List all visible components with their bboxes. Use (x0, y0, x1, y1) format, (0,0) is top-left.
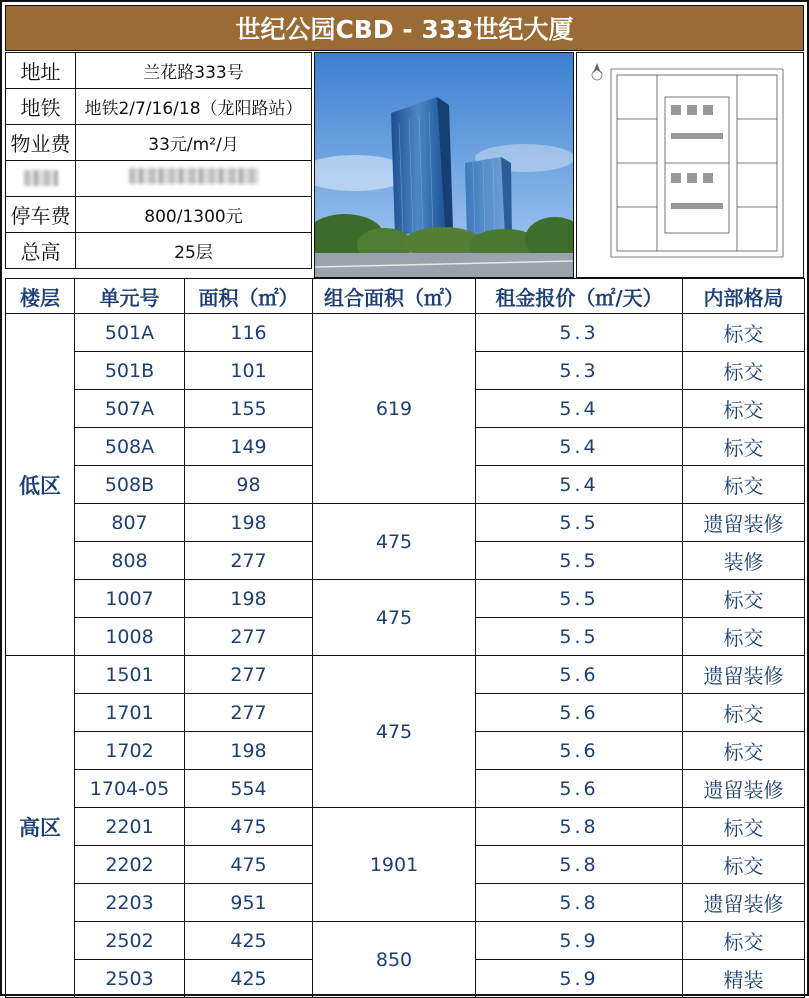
unit-area: 475 (185, 846, 313, 884)
interior-layout: 标交 (683, 314, 805, 352)
interior-layout: 标交 (683, 732, 805, 770)
rent-price: 5.8 (476, 846, 683, 884)
interior-layout: 遗留装修 (683, 884, 805, 922)
combined-area: 619 (313, 314, 476, 504)
unit-number: 807 (75, 504, 185, 542)
combined-area: 1901 (313, 808, 476, 922)
rent-price: 5.8 (476, 808, 683, 846)
interior-layout: 标交 (683, 694, 805, 732)
combined-area: 475 (313, 580, 476, 656)
info-value: 33元/m²/月 (76, 125, 312, 161)
interior-layout: 标交 (683, 618, 805, 656)
building-info-table (5, 52, 312, 269)
unit-area: 198 (185, 580, 313, 618)
combined-area: 475 (313, 656, 476, 808)
unit-number: 1701 (75, 694, 185, 732)
unit-area: 951 (185, 884, 313, 922)
info-key: 地址 (6, 53, 76, 89)
interior-layout: 标交 (683, 428, 805, 466)
interior-layout: 遗留装修 (683, 504, 805, 542)
interior-layout: 遗留装修 (683, 770, 805, 808)
table-row (6, 314, 805, 352)
info-row (6, 53, 312, 89)
rent-price: 5.6 (476, 732, 683, 770)
interior-layout: 标交 (683, 808, 805, 846)
unit-listing-table (5, 278, 805, 998)
rent-price: 5.5 (476, 618, 683, 656)
rent-price: 5.4 (476, 428, 683, 466)
unit-area: 98 (185, 466, 313, 504)
unit-number: 2503 (75, 960, 185, 998)
info-row (6, 233, 312, 269)
rent-price: 5.6 (476, 656, 683, 694)
unit-area: 149 (185, 428, 313, 466)
rent-price: 5.6 (476, 770, 683, 808)
unit-area: 116 (185, 314, 313, 352)
redacted-value (76, 161, 312, 197)
unit-area: 425 (185, 922, 313, 960)
unit-number: 1702 (75, 732, 185, 770)
column-header: 楼层 (6, 279, 75, 314)
column-header: 面积（㎡） (185, 279, 313, 314)
unit-number: 1501 (75, 656, 185, 694)
rent-price: 5.4 (476, 466, 683, 504)
info-row (6, 197, 312, 233)
info-value: 兰花路333号 (76, 53, 312, 89)
rent-price: 5.5 (476, 580, 683, 618)
column-header: 组合面积（㎡） (313, 279, 476, 314)
table-row (6, 504, 805, 542)
unit-number: 507A (75, 390, 185, 428)
unit-number: 2502 (75, 922, 185, 960)
interior-layout: 标交 (683, 466, 805, 504)
unit-number: 1704-05 (75, 770, 185, 808)
info-value: 地铁2/7/16/18（龙阳路站） (76, 89, 312, 125)
zone-label: 高区 (6, 656, 75, 998)
interior-layout: 遗留装修 (683, 656, 805, 694)
rent-price: 5.3 (476, 352, 683, 390)
unit-number: 808 (75, 542, 185, 580)
unit-number: 508B (75, 466, 185, 504)
unit-area: 277 (185, 656, 313, 694)
unit-area: 101 (185, 352, 313, 390)
unit-number: 501B (75, 352, 185, 390)
unit-number: 2201 (75, 808, 185, 846)
unit-area: 155 (185, 390, 313, 428)
rent-price: 5.6 (476, 694, 683, 732)
info-row (6, 125, 312, 161)
rent-price: 5.9 (476, 960, 683, 998)
zone-label: 低区 (6, 314, 75, 656)
unit-area: 198 (185, 732, 313, 770)
page-title: 世纪公园CBD - 333世纪大厦 (5, 5, 804, 51)
column-header: 内部格局 (683, 279, 805, 314)
rent-price: 5.5 (476, 542, 683, 580)
floor-plan-image (577, 53, 803, 277)
rent-price: 5.9 (476, 922, 683, 960)
info-key: 停车费 (6, 197, 76, 233)
combined-area: 475 (313, 504, 476, 580)
unit-area: 425 (185, 960, 313, 998)
info-value: 800/1300元 (76, 197, 312, 233)
unit-area: 277 (185, 694, 313, 732)
column-header: 单元号 (75, 279, 185, 314)
info-key: 总高 (6, 233, 76, 269)
info-value: 25层 (76, 233, 312, 269)
building-photo-image (315, 53, 573, 277)
floor-plan-diagram (576, 52, 804, 278)
unit-area: 277 (185, 542, 313, 580)
rent-price: 5.4 (476, 390, 683, 428)
unit-number: 2202 (75, 846, 185, 884)
interior-layout: 标交 (683, 580, 805, 618)
info-key: 地铁 (6, 89, 76, 125)
unit-number: 501A (75, 314, 185, 352)
unit-area: 554 (185, 770, 313, 808)
info-row (6, 161, 312, 197)
interior-layout: 标交 (683, 390, 805, 428)
unit-number: 1007 (75, 580, 185, 618)
rent-price: 5.5 (476, 504, 683, 542)
unit-number: 2203 (75, 884, 185, 922)
interior-layout: 标交 (683, 846, 805, 884)
info-row (6, 89, 312, 125)
info-key: 物业费 (6, 125, 76, 161)
interior-layout: 标交 (683, 922, 805, 960)
table-row (6, 656, 805, 694)
combined-area: 850 (313, 922, 476, 998)
interior-layout: 装修 (683, 542, 805, 580)
table-row (6, 808, 805, 846)
unit-number: 1008 (75, 618, 185, 656)
table-row (6, 580, 805, 618)
unit-area: 198 (185, 504, 313, 542)
unit-area: 475 (185, 808, 313, 846)
unit-area: 277 (185, 618, 313, 656)
rent-price: 5.3 (476, 314, 683, 352)
column-header: 租金报价（㎡/天） (476, 279, 683, 314)
interior-layout: 精装 (683, 960, 805, 998)
unit-number: 508A (75, 428, 185, 466)
building-photo (314, 52, 574, 278)
table-row (6, 922, 805, 960)
rent-price: 5.8 (476, 884, 683, 922)
interior-layout: 标交 (683, 352, 805, 390)
redacted-key (6, 161, 76, 197)
